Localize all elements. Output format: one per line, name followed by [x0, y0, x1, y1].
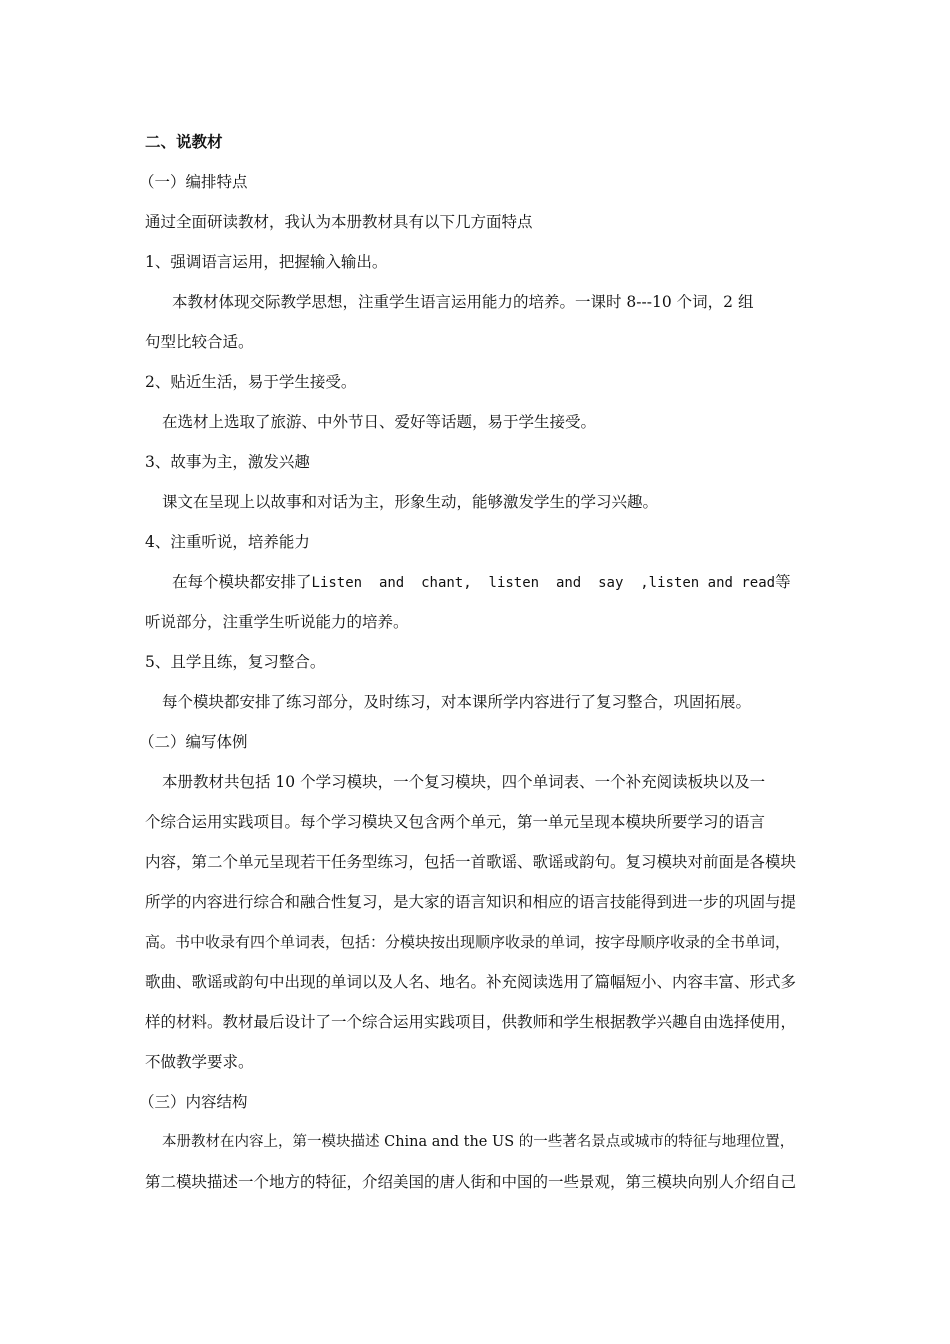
paragraph-line: 内容，第二个单元呈现若干任务型练习，包括一首歌谣、歌谣或韵句。复习模块对前面是各模块 — [145, 853, 797, 871]
point-3-body: 课文在呈现上以故事和对话为主，形象生动，能够激发学生的学习兴趣。 — [162, 493, 659, 511]
paragraph-intro: 通过全面研读教材，我认为本册教材具有以下几方面特点 — [145, 213, 533, 231]
paragraph-line: 本册教材在内容上，第一模块描述 China and the US 的一些著名景点或城市的特征与地理位置， — [162, 1134, 795, 1150]
paragraph-line: 高。书中收录有四个单词表，包括：分模块按出现顺序收录的单词，按字母顺序收录的全书单词， — [145, 933, 791, 951]
paragraph-line: 个综合运用实践项目。每个学习模块又包含两个单元，第一单元呈现本模块所要学习的语言 — [145, 813, 766, 831]
paragraph-line: 第二模块描述一个地方的特征，介绍美国的唐人街和中国的一些景观，第三模块向别人介绍自己 — [145, 1173, 797, 1191]
point-1-title: 1、强调语言运用，把握输入输出。 — [145, 253, 388, 271]
subsection-heading-2: （二）编写体例 — [139, 733, 248, 751]
paragraph-line: 样的材料。教材最后设计了一个综合运用实践项目，供教师和学生根据教学兴趣自由选择使用， — [145, 1013, 797, 1031]
point-5-title: 5、且学且练，复习整合。 — [145, 653, 326, 671]
section-title: 二、说教材 — [145, 132, 223, 151]
point-4-body-pre: 在每个模块都安排了 — [172, 573, 312, 591]
point-5-body: 每个模块都安排了练习部分，及时练习，对本课所学内容进行了复习整合，巩固拓展。 — [162, 693, 752, 711]
subsection-heading-1: （一）编排特点 — [139, 173, 248, 191]
paragraph-line: 所学的内容进行综合和融合性复习，是大家的语言知识和相应的语言技能得到进一步的巩固与提 — [145, 893, 797, 911]
point-1-body-cont: 句型比较合适。 — [145, 333, 254, 351]
paragraph-line: 歌曲、歌谣或韵句中出现的单词以及人名、地名。补充阅读选用了篇幅短小、内容丰富、形式多 — [145, 973, 797, 991]
point-4-body-cont: 听说部分，注重学生听说能力的培养。 — [145, 613, 409, 631]
paragraph-line: 不做教学要求。 — [145, 1053, 254, 1071]
point-4-title: 4、注重听说，培养能力 — [145, 533, 310, 551]
point-2-title: 2、贴近生活，易于学生接受。 — [145, 373, 357, 391]
point-2-body: 在选材上选取了旅游、中外节日、爱好等话题，易于学生接受。 — [162, 413, 597, 431]
point-4-english-text: Listen and chant, listen and say ,listen and read — [311, 575, 776, 591]
point-1-body: 本教材体现交际教学思想，注重学生语言运用能力的培养。一课时 8---10 个词，2 组 — [172, 293, 754, 311]
paragraph-line: 本册教材共包括 10 个学习模块，一个复习模块，四个单词表、一个补充阅读板块以及一 — [162, 773, 766, 791]
subsection-heading-3: （三）内容结构 — [139, 1093, 248, 1111]
point-4-body — [172, 572, 791, 593]
point-3-title: 3、故事为主，激发兴趣 — [145, 453, 310, 471]
point-4-body-post: 等 — [775, 573, 791, 591]
